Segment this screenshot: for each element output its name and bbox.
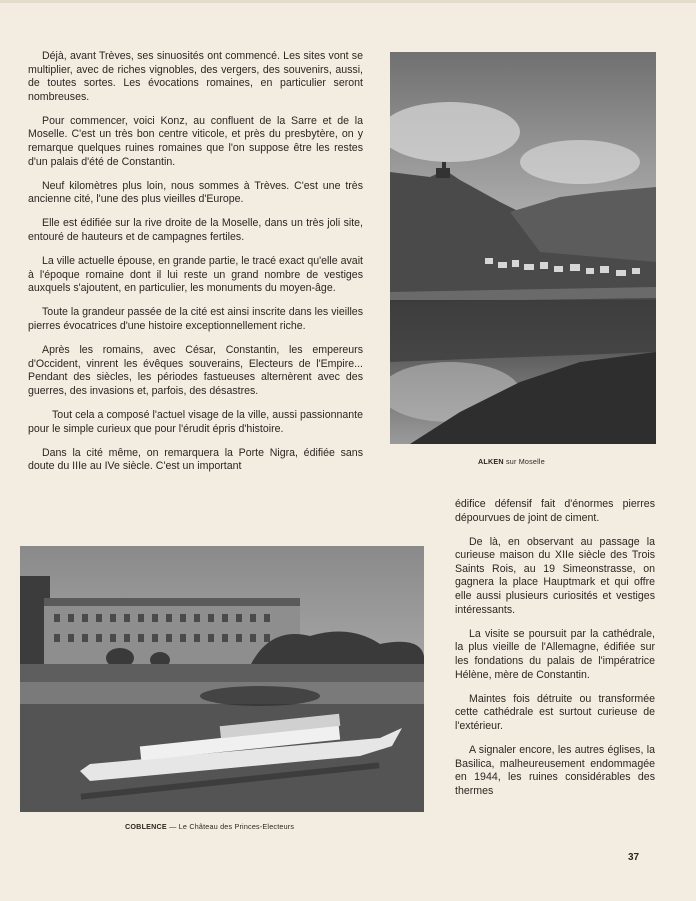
coblence-photo: [20, 546, 424, 812]
paragraph: Après les romains, avec César, Constantin, les empereurs d'Occident, vinrent les évêques souverains, Electeurs de l'Empire... Pendant des siècles, les périodes fastueuses alternèrent avec des guerres, des invasions et, parfois, des désastres.: [28, 344, 363, 397]
paragraph: Tout cela a composé l'actuel visage de la ville, aussi passionnante pour le simple curieux que pour l'érudit épris d'histoire.: [28, 408, 363, 435]
paragraph: A signaler encore, les autres églises, la Basilica, malheureusement endommagée en 1944, les ruines considérables des thermes: [455, 743, 655, 797]
paragraph: Pour commencer, voici Konz, au confluent de la Sarre et de la Moselle. C'est un très bon centre viticole, et près du presbytère, on y remarque quelques ruines romaines que l'on suppose être les restes d'un palais d'été de Constantin.: [28, 114, 363, 168]
paragraph: Déjà, avant Trèves, ses sinuosités ont commencé. Les sites vont se multiplier, avec de riches vignobles, des vergers, des souvenirs, aussi, de toutes sortes. Les évocations romaines, en particulier seront nombreuses.: [28, 50, 363, 103]
paragraph: La visite se poursuit par la cathédrale, la plus vieille de l'Allemagne, édifiée sur les fondations du palais de l'impératrice Hélène, mère de Constantin.: [455, 627, 655, 681]
top-edge: [0, 0, 696, 3]
alken-caption: [478, 457, 545, 466]
paragraph: De là, en observant au passage la curieuse maison du XIIe siècle des Trois Saints Rois, au 19 Simeonstrasse, on gagnera la place Hauptmark et qui offre elle aussi plusieurs curiosités et vestiges intéressants.: [455, 535, 655, 616]
left-text-column: [28, 50, 363, 484]
alken-photo: [390, 52, 656, 444]
coblence-caption: [125, 822, 294, 831]
paragraph: Elle est édifiée sur la rive droite de la Moselle, dans un très joli site, entouré de hauteurs et de campagnes fertiles.: [28, 217, 363, 244]
caption-rest: — Le Château des Princes-Electeurs: [169, 822, 295, 831]
right-text-column: [455, 498, 655, 809]
paragraph: Toute la grandeur passée de la cité est ainsi inscrite dans les vieilles pierres évocatrices d'une histoire exceptionnellement riche.: [28, 306, 363, 332]
caption-rest: sur Moselle: [505, 457, 545, 466]
paragraph: édifice défensif fait d'énormes pierres dépourvues de joint de ciment.: [455, 498, 655, 524]
paragraph: Neuf kilomètres plus loin, nous sommes à Trèves. C'est une très ancienne cité, l'une des plus vieilles d'Europe.: [28, 179, 363, 206]
paragraph: La ville actuelle épouse, en grande partie, le tracé exact qu'elle avait à l'époque romaine dont il lui reste un grand nombre de vestiges auxquels s'ajoutent, en particulier, les monuments du moyen-âge.: [28, 255, 363, 295]
paragraph: Maintes fois détruite ou transformée cette cathédrale est surtout curieuse de l'extérieur.: [455, 692, 655, 732]
page-number: 37: [628, 852, 640, 863]
paragraph: Dans la cité même, on remarquera la Porte Nigra, édifiée sans doute du IIIe au IVe siècle. C'est un important: [28, 446, 363, 473]
caption-place: ALKEN: [478, 457, 504, 466]
caption-place: COBLENCE: [125, 822, 167, 831]
